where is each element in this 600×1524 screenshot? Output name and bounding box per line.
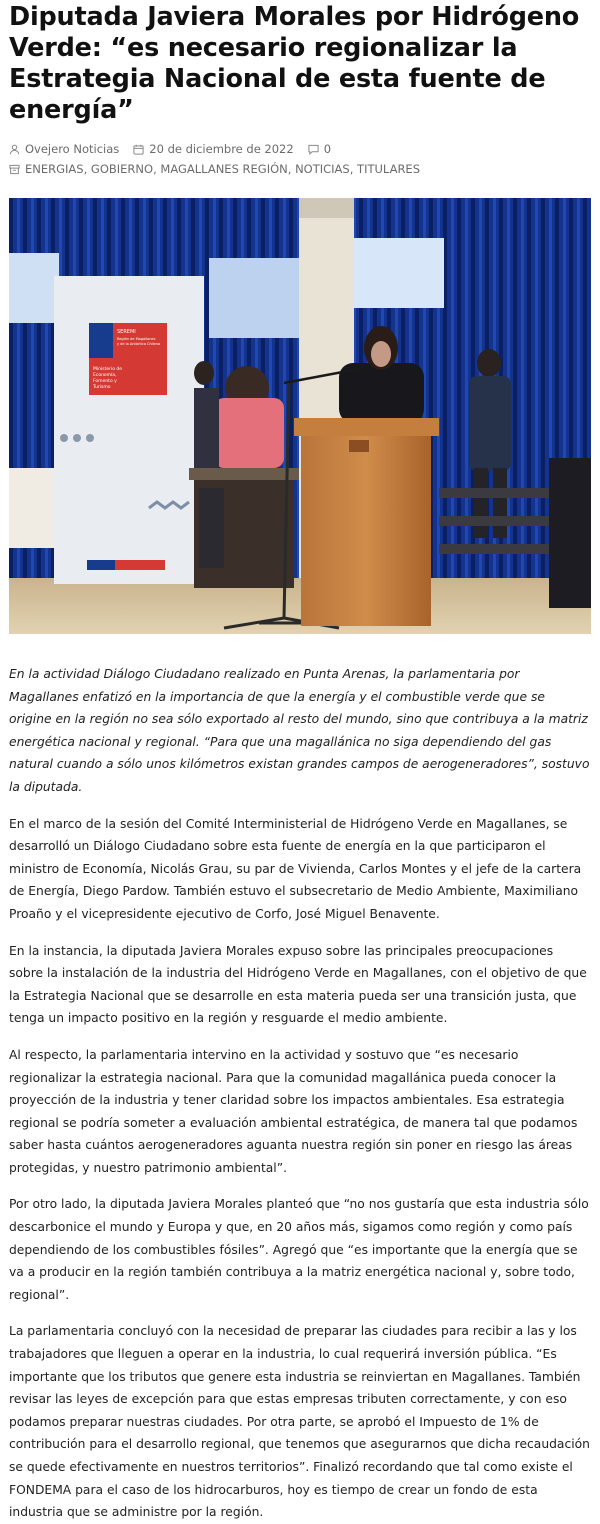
- article-meta: [9, 142, 591, 156]
- banner-text-5: Economía,: [93, 373, 117, 378]
- category-list: [9, 162, 591, 176]
- article: [0, 2, 600, 1524]
- article-title: Diputada Javiera Morales por Hidrógeno Verde: “es necesario regionalizar la Estrategia Nacional de esta fuente de energía”: [9, 2, 580, 125]
- article-paragraph: En la instancia, la diputada Javiera Morales expuso sobre las principales preocupaciones sobre la instalación de la industria del Hidrógeno Verde en Magallanes, con el objetivo de que la Estrategia Nacional que se desarrolle en esta materia pueda ser una transición justa, que tenga un impacto positivo en la región y resguarde el medio ambiente.: [9, 943, 587, 1026]
- article-paragraph: En el marco de la sesión del Comité Interministerial de Hidrógeno Verde en Magallanes, se desarrolló un Diálogo Ciudadano sobre esta fuente de energía en la que participaron el ministro de Economía, Nicolás Grau, su par de Vivienda, Carlos Montes y el jefe de la cartera de Energía, Diego Pardow. También estuvo el subsecretario de Medio Ambiente, Maximiliano Proaño y el vicepresidente ejecutivo de Corfo, José Miguel Benavente.: [9, 816, 582, 921]
- article-paragraph: La parlamentaria concluyó con la necesidad de preparar las ciudades para recibir a las y los trabajadores que lleguen a operar en la industria, lo cual requerirá inversión pública. “Es importante que los tributos que genere esta industria se reinviertan en Magallanes. También revisar las leyes de excepción para que estas empresas tributen correctamente, y con eso podamos preparar nuestras ciudades. Por otra parte, se aprobó el Impuesto de 1% de contribución para el desarrollo regional, que tenemos que asegurarnos que dicha recaudación se quede efectivamente en nuestros territorios”. Finalizó recordando que tal como existe el FONDEMA para el caso de los hidrocarburos, hoy es tiempo de crear un fondo de esta industria que se administre por la región.: [9, 1324, 590, 1520]
- banner-text-4: Ministerio de: [93, 367, 123, 372]
- author-link[interactable]: [9, 142, 119, 156]
- comment-icon: [308, 144, 319, 155]
- categories: [25, 162, 420, 176]
- banner-text-6: Fomento y: [93, 379, 117, 384]
- user-icon: [9, 144, 20, 155]
- banner-text-1: SEREMI: [117, 329, 136, 335]
- calendar-icon: [133, 144, 144, 155]
- category-link[interactable]: TITULARES: [357, 162, 420, 176]
- date-link[interactable]: [133, 142, 293, 156]
- category-link[interactable]: MAGALLANES REGIÓN: [160, 162, 288, 176]
- article-paragraph: Al respecto, la parlamentaria intervino en la actividad y sostuvo que “es necesario regionalizar la estrategia nacional. Para que la comunidad magallánica pueda conocer la proyección de la industria y tener claridad sobre los impactos ambientales. Esa estrategia regional se podría someter a evaluación ambiental estratégica, de manera tal que podamos saber hasta cuántos aerogeneradores aguanta nuestra región sin poner en riesgo las áreas protegidas, y nuestro patrimonio ambiental”.: [9, 1047, 578, 1175]
- article-featured-image: [9, 198, 591, 634]
- banner-text-2: Región de Magallanes: [117, 337, 156, 341]
- banner-text-3: y de la Antártica Chilena: [117, 342, 161, 346]
- category-separator: ,: [153, 162, 161, 176]
- banner-text-7: Turismo: [93, 385, 111, 390]
- folder-icon: [9, 164, 20, 175]
- article-paragraph: Por otro lado, la diputada Javiera Morales planteó que “no nos gustaría que esta industria sólo descarbonice el mundo y Europa y que, en 20 años más, sigamos como región y como país dependiendo de los combustibles fósiles”. Agregó que “es importante que la energía que se va a producir en la región también contribuya a la matriz energética nacional y, sobre todo, regional”.: [9, 1197, 589, 1302]
- category-separator: ,: [349, 162, 358, 176]
- comments-link[interactable]: [308, 142, 331, 156]
- category-link[interactable]: NOTICIAS: [295, 162, 350, 176]
- publish-date: 20 de diciembre de 2022: [149, 142, 294, 156]
- article-body: [9, 813, 591, 1524]
- category-link[interactable]: ENERGIAS: [25, 162, 84, 176]
- category-separator: ,: [287, 162, 296, 176]
- author-name: Ovejero Noticias: [25, 142, 120, 156]
- category-separator: ,: [83, 162, 91, 176]
- article-lead: En la actividad Diálogo Ciudadano realizado en Punta Arenas, la parlamentaria por Magallanes enfatizó en la importancia de que la energía y el combustible verde que se origine en la región no sea sólo exportado al resto del mundo, sino que contribuya a la matriz energética nacional y regional. “Para que una magallánica no siga dependiendo del gas natural cuando a sólo unos kilómetros existan grandes campos de aerogeneradores”, sostuvo la diputada.: [9, 667, 590, 794]
- category-link[interactable]: GOBIERNO: [90, 162, 154, 176]
- comment-count: 0: [323, 142, 332, 156]
